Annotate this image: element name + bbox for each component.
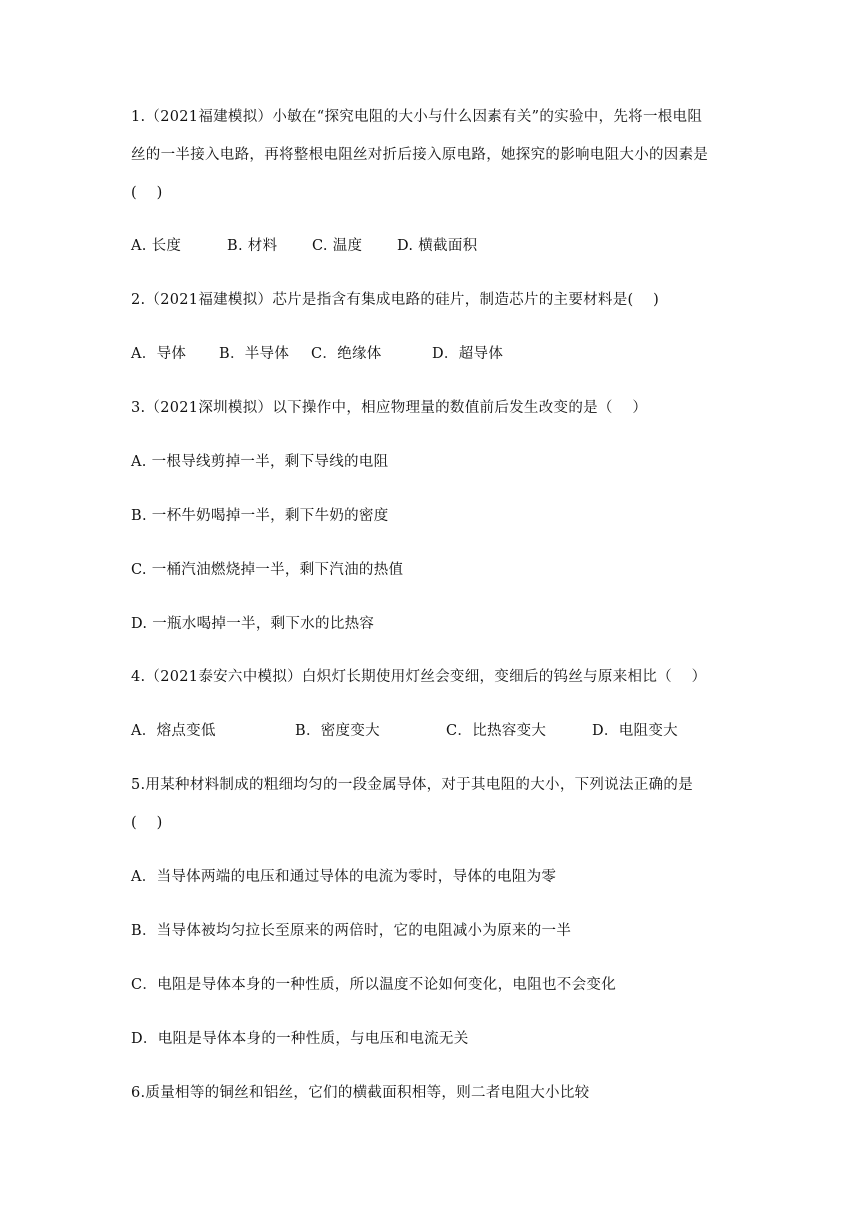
question-5-answer-blank: ( ) — [131, 815, 163, 831]
question-4-line-1: 4.（2021泰安六中模拟）白炽灯长期使用灯丝会变细，变细后的钨丝与原来相比（ ） — [131, 669, 707, 685]
question-3-line-1: 3.（2021深圳模拟）以下操作中，相应物理量的数值前后发生改变的是（ ） — [131, 400, 648, 416]
question-1-option-b: B. 材料 — [227, 238, 278, 254]
question-1-option-c: C. 温度 — [312, 238, 363, 254]
question-2-option-d: D．超导体 — [432, 346, 504, 362]
question-4-option-d: D．电阻变大 — [592, 723, 678, 739]
question-3-option-d: D. 一瓶水喝掉一半，剩下水的比热容 — [131, 616, 375, 632]
question-1-options — [131, 236, 731, 256]
question-2-option-a: A．导体 — [131, 346, 187, 362]
question-1-line-1: 1.（2021福建模拟）小敏在“探究电阻的大小与什么因素有关”的实验中，先将一根电阻 — [131, 109, 703, 125]
question-2-option-b: B．半导体 — [219, 346, 290, 362]
question-3-option-a: A. 一根导线剪掉一半，剩下导线的电阻 — [131, 454, 389, 470]
question-5-option-d: D．电阻是导体本身的一种性质，与电压和电流无关 — [131, 1031, 469, 1047]
question-5-option-a: A．当导体两端的电压和通过导体的电流为零时，导体的电阻为零 — [131, 869, 557, 885]
question-1-answer-blank: ( ) — [131, 185, 163, 201]
question-5-option-c: C．电阻是导体本身的一种性质，所以温度不论如何变化，电阻也不会变化 — [131, 977, 616, 993]
question-4-options — [131, 721, 731, 741]
question-2-line-1: 2.（2021福建模拟）芯片是指含有集成电路的硅片，制造芯片的主要材料是( ) — [131, 292, 660, 308]
question-5-option-b: B．当导体被均匀拉长至原来的两倍时，它的电阻减小为原来的一半 — [131, 923, 572, 939]
question-1-option-a: A. 长度 — [131, 238, 182, 254]
question-4-option-b: B．密度变大 — [295, 723, 380, 739]
question-1-option-d: D. 横截面积 — [397, 238, 478, 254]
question-2-options — [131, 344, 731, 364]
question-1-line-2: 丝的一半接入电路，再将整根电阻丝对折后接入原电路，她探究的影响电阻大小的因素是 — [131, 147, 709, 163]
question-4-option-a: A．熔点变低 — [131, 723, 216, 739]
question-2-option-c: C．绝缘体 — [311, 346, 382, 362]
question-6-line-1: 6.质量相等的铜丝和铝丝，它们的横截面积相等，则二者电阻大小比较 — [131, 1085, 590, 1101]
question-3-option-b: B. 一杯牛奶喝掉一半，剩下牛奶的密度 — [131, 508, 389, 524]
question-3-option-c: C. 一桶汽油燃烧掉一半，剩下汽油的热值 — [131, 562, 404, 578]
question-5-line-1: 5.用某种材料制成的粗细均匀的一段金属导体，对于其电阻的大小，下列说法正确的是 — [131, 777, 694, 793]
question-4-option-c: C．比热容变大 — [446, 723, 547, 739]
